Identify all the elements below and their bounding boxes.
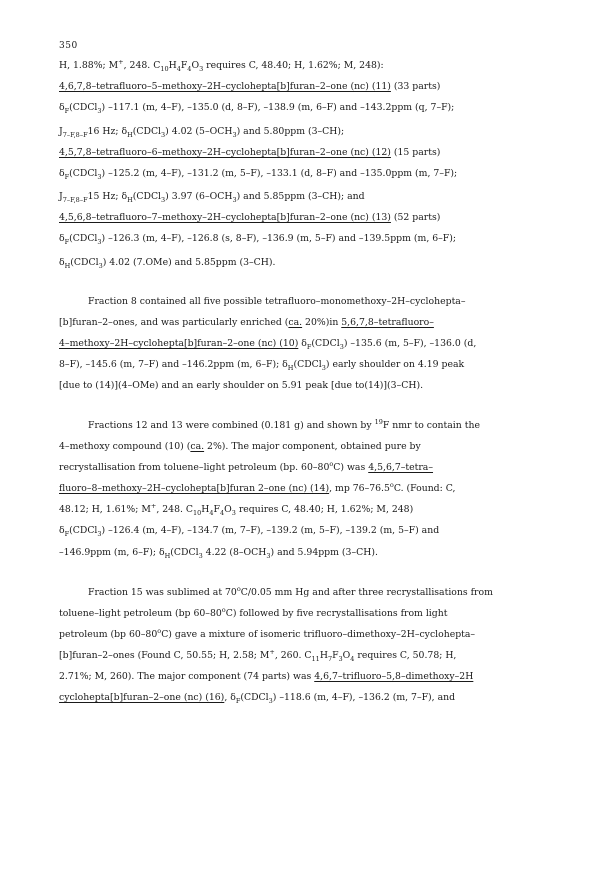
page-number: 350 (59, 41, 78, 51)
text-segment: 2.71%; M, 260). The major component (74 parts) was (59, 671, 315, 682)
text-segment: δ (59, 102, 65, 113)
text-segment: 8–F), –145.6 (m, 7–F) and –146.2ppm (m, 6–F); δ (59, 359, 288, 370)
text-segment: ) and 5.94ppm (3–CH). (270, 547, 378, 558)
text-segment: , 248. C (156, 504, 194, 515)
text-segment: ) –125.2 (m, 4–F), –131.2 (m, 5–F), –133.1 (d, 8–F) and –135.0ppm (m, 7–F); (101, 168, 458, 179)
subscript: 4 (187, 64, 192, 73)
text-segment: ) early shoulder on 4.19 peak (325, 359, 465, 370)
subscript: 3 (97, 172, 102, 181)
text-segment: Fraction 15 was sublimed at 70 (88, 587, 237, 598)
text-segment: F (332, 650, 339, 661)
text-segment: δ (59, 525, 65, 536)
text-segment: O (342, 650, 351, 661)
subscript: H (127, 195, 133, 204)
subscript: 3 (98, 261, 103, 270)
text-segment: ) –126.4 (m, 4–F), –134.7 (m, 7–F), –139.2 (m, 5–F), –139.2 (m, 5–F) and (101, 525, 440, 536)
text-segment: ) 4.02 (7.OMe) and 5.85ppm (3–CH). (102, 257, 276, 268)
text-segment: (CDCl (69, 233, 98, 244)
text-segment: F nmr to contain the (382, 420, 480, 431)
compound-name: 4,6,7–trifluoro–5,8–dimethoxy–2H (314, 671, 474, 682)
text-segment: , δ (224, 692, 236, 703)
subscript: 3 (97, 106, 102, 115)
text-segment: J (59, 126, 63, 137)
text-segment: [b]furan–2–ones (Found C, 50.55; H, 2.58; M (59, 650, 270, 661)
subscript: 4 (350, 654, 355, 663)
compound-name: 4,5,7,8–tetrafluoro–6–methoxy–2H–cyclohepta[b]furan–2–one (nc) (12) (59, 147, 391, 158)
text-line (59, 232, 559, 245)
subscript: 3 (97, 529, 102, 538)
text-segment: (CDCl (132, 126, 162, 137)
text-segment: requires C, 48.40; H, 1.62%; M, 248) (235, 504, 414, 515)
subscript: 3 (232, 195, 237, 204)
text-segment: (52 parts) (390, 212, 441, 223)
subscript: H (164, 551, 171, 560)
subscript: F (235, 696, 241, 705)
text-segment: , 260. C (274, 650, 312, 661)
subscript: F (64, 529, 70, 538)
superscript: o (236, 584, 241, 593)
text-segment: 4.22 (8–OCH (202, 547, 267, 558)
text-segment: F (180, 60, 188, 71)
compound-name: fluoro–8–methoxy–2H–cyclohepta[b]furan 2–one (nc) (14) (59, 483, 330, 494)
text-segment: ) –126.3 (m, 4–F), –126.8 (s, 8–F), –136.9 (m, 5–F) and –139.5ppm (m, 6–F); (101, 233, 456, 244)
text-segment: C/0.05 mm Hg and after three recrystallisations from (240, 587, 493, 598)
text-segment: , 248. C (123, 60, 161, 71)
text-segment: (CDCl (132, 191, 162, 202)
text-line (59, 691, 559, 704)
compound-name: ca. (190, 441, 205, 452)
text-segment: requires C, 48.40; H, 1.62%; M, 248): (203, 60, 384, 71)
text-segment: ) 4.02 (5–OCH (165, 126, 233, 137)
compound-name: 4,5,6,8–tetrafluoro–7–methoxy–2H–cyclohepta[b]furan–2–one (nc) (13) (59, 212, 391, 223)
text-segment: recrystallisation from toluene–light petroleum (bp. 60–80 (59, 462, 330, 473)
text-segment: 16 Hz; δ (87, 126, 128, 137)
text-segment: –146.9ppm (m, 6–F); δ (59, 547, 165, 558)
compound-name: 4,6,7,8–tetrafluoro–5–methoxy–2H–cyclohepta[b]furan–2–one (nc) (11) (59, 81, 391, 92)
text-segment: ) and 5.80ppm (3–CH); (236, 126, 345, 137)
superscript: + (150, 501, 157, 510)
text-segment: J (59, 191, 63, 202)
subscript: 3 (97, 237, 102, 246)
text-segment: (CDCl (69, 168, 98, 179)
text-line (59, 256, 559, 269)
superscript: 19 (374, 417, 383, 426)
text-line (59, 524, 559, 537)
text-segment: 15 Hz; δ (87, 191, 128, 202)
text-segment: toluene–light petroleum (bp 60–80 (59, 608, 222, 619)
subscript: 4 (220, 508, 225, 517)
text-line (59, 482, 559, 495)
compound-name: ca. (288, 317, 303, 328)
text-segment: ) –117.1 (m, 4–F), –135.0 (d, 8–F), –138.9 (m, 6–F) and –143.2ppm (q, 7–F); (101, 102, 455, 113)
text-segment: (33 parts) (390, 81, 441, 92)
superscript: o (329, 459, 334, 468)
text-segment: (CDCl (293, 359, 322, 370)
text-segment: C) was (333, 462, 369, 473)
subscript: 3 (198, 551, 203, 560)
text-line (59, 59, 559, 72)
text-segment: ) –135.6 (m, 5–F), –136.0 (d, (343, 338, 477, 349)
text-line (59, 358, 559, 371)
text-line (59, 379, 559, 392)
text-line (59, 80, 559, 93)
text-segment: H (201, 504, 210, 515)
text-line (59, 125, 559, 138)
text-line (59, 670, 559, 683)
superscript: + (118, 57, 124, 66)
compound-name: cyclohepta[b]furan–2–one (nc) (16) (59, 692, 225, 703)
text-line (59, 546, 559, 559)
subscript: 3 (199, 64, 204, 73)
text-segment: Fraction 8 contained all five possible tetrafluoro–monomethoxy–2H–cyclohepta– (88, 296, 466, 307)
text-line (59, 607, 559, 620)
text-line (59, 190, 559, 203)
text-segment: 48.12; H, 1.61%; M (59, 504, 151, 515)
text-segment: C. (Found: C, (393, 483, 456, 494)
text-segment: petroleum (bp 60–80 (59, 629, 158, 640)
subscript: F (306, 342, 312, 351)
text-segment: Fractions 12 and 13 were combined (0.181 g) and shown by (88, 420, 375, 431)
subscript: 10 (160, 64, 169, 73)
compound-name: 4,5,6,7–tetra– (368, 462, 434, 473)
text-line (59, 167, 559, 180)
subscript: 10 (193, 508, 202, 517)
text-line (59, 440, 559, 453)
subscript: F (64, 172, 70, 181)
text-line (59, 316, 559, 329)
subscript: 3 (321, 363, 326, 372)
text-segment: δ (59, 168, 65, 179)
text-line (59, 101, 559, 114)
subscript: 3 (268, 696, 273, 705)
text-segment: 4–methoxy compound (10) ( (59, 441, 191, 452)
text-segment: (CDCl (70, 257, 99, 268)
superscript: o (389, 480, 394, 489)
compound-name: 4–methoxy–2H–cyclohepta[b]furan–2–one (nc) (10) (59, 338, 299, 349)
text-line (59, 337, 559, 350)
text-segment: H (319, 650, 328, 661)
text-segment: (CDCl (69, 102, 98, 113)
superscript: + (269, 647, 275, 656)
text-segment: F (213, 504, 220, 515)
text-segment: ) 3.97 (6–OCH (165, 191, 233, 202)
text-line (88, 419, 588, 432)
text-segment: [due to (14)](4–OMe) and an early shoulder on 5.91 peak [due to(14)](3–CH). (59, 380, 424, 391)
text-segment: δ (59, 257, 65, 268)
subscript: 3 (161, 195, 166, 204)
text-line (88, 586, 588, 599)
superscript: o (157, 626, 162, 635)
text-segment: (CDCl (240, 692, 269, 703)
subscript: 4 (176, 64, 181, 73)
text-segment: 2%). The major component, obtained pure by (204, 441, 421, 452)
subscript: F (64, 106, 70, 115)
text-segment: H, 1.88%; M (59, 60, 119, 71)
superscript: o (221, 605, 226, 614)
text-segment: (CDCl (69, 525, 98, 536)
text-segment: [b]furan–2–ones, and was particularly enriched ( (59, 317, 289, 328)
subscript: H (127, 130, 133, 139)
subscript: H (287, 363, 294, 372)
text-line (88, 295, 588, 308)
subscript: 3 (231, 508, 236, 517)
subscript: 3 (338, 654, 343, 663)
subscript: 3 (161, 130, 166, 139)
text-segment: H (168, 60, 177, 71)
text-segment: (CDCl (170, 547, 199, 558)
text-segment: requires C, 50.78; H, (354, 650, 457, 661)
text-segment: O (191, 60, 200, 71)
subscript: 4 (209, 508, 214, 517)
subscript: H (64, 261, 71, 270)
text-line (59, 649, 559, 662)
text-segment: ) and 5.85ppm (3–CH); and (236, 191, 365, 202)
text-line (59, 503, 559, 516)
subscript: F (64, 237, 70, 246)
subscript: 7–F,8–F (62, 195, 88, 204)
text-segment: , mp 76–76.5 (329, 483, 390, 494)
text-line (59, 461, 559, 474)
text-segment: O (224, 504, 232, 515)
text-segment: C) gave a mixture of isomeric trifluoro–dimethoxy–2H–cyclohepta– (161, 629, 476, 640)
subscript: 7–F,8–F (62, 130, 88, 139)
text-line (59, 146, 559, 159)
subscript: 11 (311, 654, 320, 663)
text-segment: ) –118.6 (m, 4–F), –136.2 (m, 7–F), and (272, 692, 456, 703)
text-segment: C) followed by five recrystallisations from light (225, 608, 448, 619)
text-segment: δ (298, 338, 307, 349)
compound-name: 5,6,7,8–tetrafluoro– (341, 317, 434, 328)
subscript: 3 (339, 342, 344, 351)
text-segment: 20%)in (302, 317, 342, 328)
text-segment: δ (59, 233, 65, 244)
text-line (59, 628, 559, 641)
text-line (59, 211, 559, 224)
text-segment: (CDCl (311, 338, 340, 349)
text-segment: (15 parts) (390, 147, 441, 158)
subscript: 3 (232, 130, 237, 139)
subscript: 7 (327, 654, 333, 663)
subscript: 3 (266, 551, 271, 560)
